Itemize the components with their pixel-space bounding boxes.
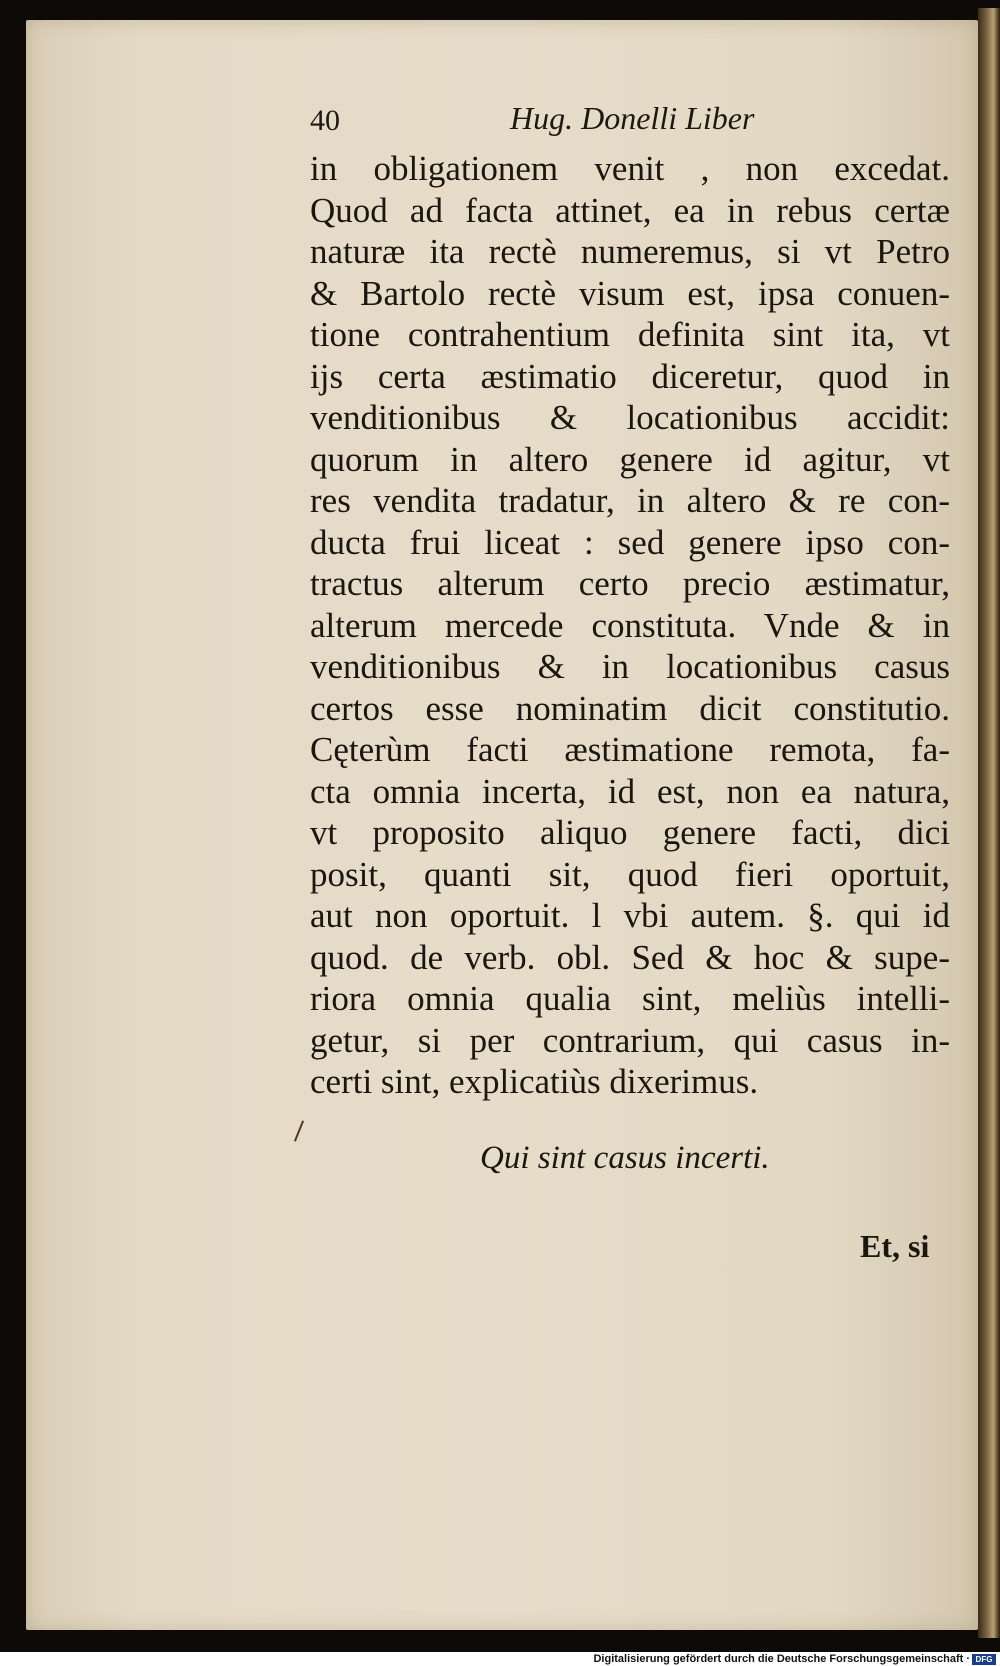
body-text [310,148,950,1103]
running-head-title: Hug. Donelli Liber [510,100,755,136]
text-line: res vendita tradatur, in altero & re con- [310,481,950,520]
text-line: certi sint, explicatiùs dixerimus. [310,1062,759,1101]
section-heading: Qui sint casus incerti. [480,1140,770,1176]
text-line: naturæ ita rectè numeremus, si vt Petro [310,232,950,271]
dfg-logo: DFG [972,1654,996,1665]
running-head [310,100,810,150]
text-line: & Bartolo rectè visum est, ipsa conuen- [310,273,950,313]
text-line: quorum in altero genere id agitur, vt [310,439,950,479]
book-fore-edge [978,8,1000,1638]
text-line: venditionibus & in locationibus casus [310,647,950,686]
text-line: certos esse nominatim dicit constitutio. [310,688,950,728]
text-line: quod. de verb. obl. Sed & hoc & supe- [310,937,950,977]
digitization-footer [0,1652,1000,1666]
text-line: tione contrahentium definita sint ita, vt [310,315,950,354]
text-line: Cęterùm facti æstimatione remota, fa- [310,730,950,769]
text-line: getur, si per contrarium, qui casus in- [310,1020,950,1060]
page-number: 40 [310,104,340,137]
text-line: ijs certa æstimatio diceretur, quod in [310,356,950,396]
funding-notice: Digitalisierung gefördert durch die Deutsche Forschungsgemeinschaft · [593,1653,970,1665]
text-line: Quod ad facta attinet, ea in rebus certæ [310,190,950,230]
text-line: alterum mercede constituta. Vnde & in [310,605,950,645]
text-line: riora omnia qualia sint, meliùs intelli- [310,979,950,1018]
catchword: Et, si [860,1228,930,1264]
text-line: posit, quanti sit, quod fieri oportuit, [310,854,950,894]
text-line: vt proposito aliquo genere facti, dici [310,813,950,852]
text-line: in obligationem venit , non excedat. [310,149,950,188]
text-line: cta omnia incerta, id est, non ea natura, [310,771,950,811]
text-line: aut non oportuit. l vbi autem. §. qui id [310,896,950,935]
text-line: tractus alterum certo precio æstimatur, [310,564,950,603]
text-line: venditionibus & locationibus accidit: [310,398,950,437]
text-line: ducta frui liceat : sed genere ipso con- [310,522,950,562]
